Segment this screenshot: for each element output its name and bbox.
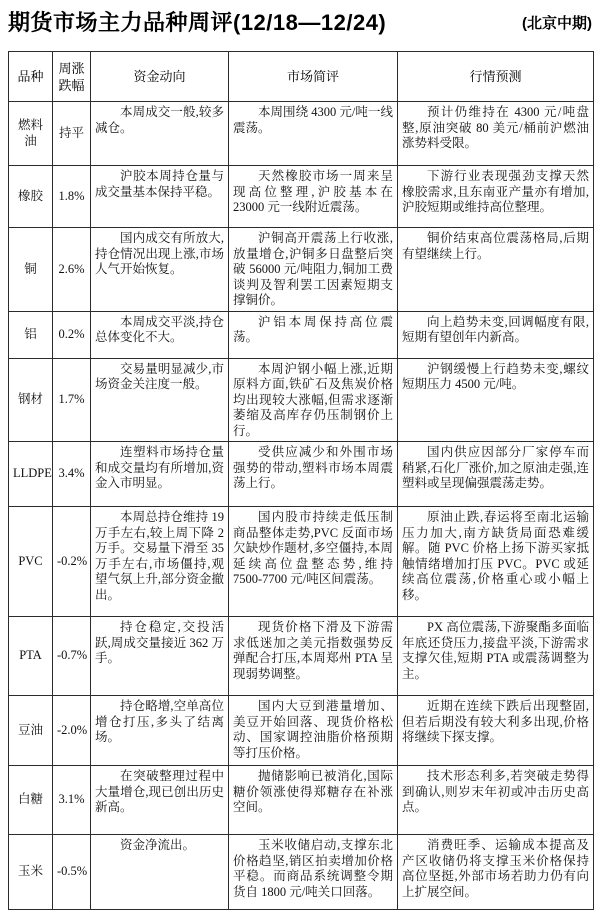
variety-cell: 白糖	[9, 766, 53, 835]
table-row	[9, 102, 594, 166]
forecast-cell: PX 高位震荡,下游聚酯多面临年底还贷压力,接盘平淡,下游需求支撑欠佳,短期 PTA 或震荡调整为主。	[398, 617, 594, 696]
forecast-cell: 沪钢缓慢上行趋势未变,螺纹短期压力 4500 元/吨。	[398, 358, 594, 442]
capital-flow-cell: 国内成交有所放大,持仓情况出现上涨,市场人气开始恢复。	[91, 228, 229, 312]
forecast-cell: 技术形态利多,若突破走势得到确认,则岁末年初或冲击历史高点。	[398, 766, 594, 835]
page-title: 期货市场主力品种周评(12/18—12/24)	[8, 10, 387, 35]
document-header	[0, 0, 600, 36]
variety-cell: PVC	[9, 507, 53, 617]
forecast-cell: 预计仍维持在 4300 元/吨盘整,原油突破 80 美元/桶前沪燃油涨势料受限。	[398, 102, 594, 166]
table-row	[9, 442, 594, 507]
table-row	[9, 507, 594, 617]
change-cell: -2.0%	[53, 696, 91, 766]
forecast-cell: 近期在连续下跌后出现整固,但若后期没有较大利多出现,价格将继续下探支撑。	[398, 696, 594, 766]
capital-flow-cell: 交易量明显减少,市场资金关注度一般。	[91, 358, 229, 442]
table-row	[9, 696, 594, 766]
capital-flow-cell: 持仓稳定,交投活跃,周成交量接近 362 万手。	[91, 617, 229, 696]
capital-flow-cell: 本周总持仓维持 19 万手左右,较上周下降 2 万手。交易量下滑至 35 万手左右,市场僵持,观望气氛上升,部分资金撤出。	[91, 507, 229, 617]
market-brief-cell: 国内大豆到港量增加、美豆开始回落、现货价格松动、国家调控油脂价格预期等打压价格。	[229, 696, 398, 766]
table-row	[9, 766, 594, 835]
market-brief-cell: 现货价格下滑及下游需求低迷加之美元指数强势反弹配合打压,本周郑州 PTA 呈现弱势调整。	[229, 617, 398, 696]
capital-flow-cell: 资金净流出。	[91, 835, 229, 910]
forecast-cell: 铜价结束高位震荡格局,后期有望继续上行。	[398, 228, 594, 312]
variety-cell: 橡胶	[9, 166, 53, 228]
table-header-row	[9, 52, 594, 102]
futures-weekly-review-table	[8, 51, 594, 910]
forecast-cell: 下游行业表现强劲支撑天然橡胶需求,且东南亚产量亦有增加,沪胶短期或维持高位整理。	[398, 166, 594, 228]
variety-cell: 燃料油	[9, 102, 53, 166]
forecast-cell: 原油止跌,春运将至南北运输压力加大,南方缺货局面恐难缓解。随 PVC 价格上扬下游买家抵触情绪增加打压 PVC。PVC 或延续高位震荡,价格重心或小幅上移。	[398, 507, 594, 617]
variety-cell: 玉米	[9, 835, 53, 910]
capital-flow-cell: 本周成交平淡,持仓总体变化不大。	[91, 311, 229, 358]
capital-flow-cell: 本周成交一般,较多减仓。	[91, 102, 229, 166]
market-brief-cell: 天然橡胶市场一周来呈现高位整理,沪胶基本在 23000 元一线附近震荡。	[229, 166, 398, 228]
variety-cell: 豆油	[9, 696, 53, 766]
capital-flow-cell: 沪胶本周持仓量与成交量基本保持平稳。	[91, 166, 229, 228]
col-header-brief: 市场简评	[229, 52, 398, 102]
market-brief-cell: 玉米收储启动,支撑东北价格趋坚,销区拍卖增加价格平稳。而商品系统调整令期货自 1800 元/吨关口回落。	[229, 835, 398, 910]
forecast-cell: 向上趋势未变,回调幅度有限,短期有望创年内新高。	[398, 311, 594, 358]
market-brief-cell: 沪铝本周保持高位震荡。	[229, 311, 398, 358]
col-header-variety: 品种	[9, 52, 53, 102]
variety-cell: PTA	[9, 617, 53, 696]
market-brief-cell: 抛储影响已被消化,国际糖价领涨使得郑糖存在补涨空间。	[229, 766, 398, 835]
forecast-cell: 消费旺季、运输成本提高及产区收储仍将支撑玉米价格保持高位坚挺,外部市场若助力仍有向上扩展空间。	[398, 835, 594, 910]
change-cell: -0.2%	[53, 507, 91, 617]
col-header-capital: 资金动向	[91, 52, 229, 102]
table-row	[9, 311, 594, 358]
forecast-cell: 国内供应因部分厂家停车而稍紧,石化厂涨价,加之原油走强,连塑料或呈现偏强震荡走势。	[398, 442, 594, 507]
market-brief-cell: 本周沪钢小幅上涨,近期原料方面,铁矿石及焦炭价格均出现较大涨幅,但需求逐渐萎缩及高库存仍压制钢价上行。	[229, 358, 398, 442]
change-cell: -0.5%	[53, 835, 91, 910]
change-cell: 3.1%	[53, 766, 91, 835]
market-brief-cell: 国内股市持续走低压制商品整体走势,PVC 反面市场欠缺炒作题材,多空僵持,本周延续高位盘整态势,维持 7500-7700 元/吨区间震荡。	[229, 507, 398, 617]
change-cell: -0.7%	[53, 617, 91, 696]
change-cell: 2.6%	[53, 228, 91, 312]
variety-cell: LLDPE	[9, 442, 53, 507]
variety-cell: 铝	[9, 311, 53, 358]
capital-flow-cell: 在突破整理过程中大量增仓,现已创出历史新高。	[91, 766, 229, 835]
market-brief-cell: 受供应减少和外围市场强势的带动,塑料市场本周震荡上行。	[229, 442, 398, 507]
variety-cell: 铜	[9, 228, 53, 312]
table-body	[9, 102, 594, 910]
market-brief-cell: 沪铜高开震荡上行收涨,放量增仓,沪铜多日盘整后突破 56000 元/吨阻力,铜加工费谈判及智利罢工因素短期支撑铜价。	[229, 228, 398, 312]
capital-flow-cell: 持仓略增,空单高位增仓打压,多头了结离场。	[91, 696, 229, 766]
table-row	[9, 617, 594, 696]
change-cell: 1.7%	[53, 358, 91, 442]
market-brief-cell: 本周围绕 4300 元/吨一线震荡。	[229, 102, 398, 166]
variety-cell: 钢材	[9, 358, 53, 442]
table-row	[9, 166, 594, 228]
col-header-forecast: 行情预测	[398, 52, 594, 102]
table-row	[9, 835, 594, 910]
table-row	[9, 228, 594, 312]
change-cell: 1.8%	[53, 166, 91, 228]
source-label: (北京中期)	[522, 15, 592, 32]
change-cell: 3.4%	[53, 442, 91, 507]
col-header-change: 周涨跌幅	[53, 52, 91, 102]
change-cell: 持平	[53, 102, 91, 166]
capital-flow-cell: 连塑料市场持仓量和成交量均有所增加,资金入市明显。	[91, 442, 229, 507]
change-cell: 0.2%	[53, 311, 91, 358]
table-row	[9, 358, 594, 442]
